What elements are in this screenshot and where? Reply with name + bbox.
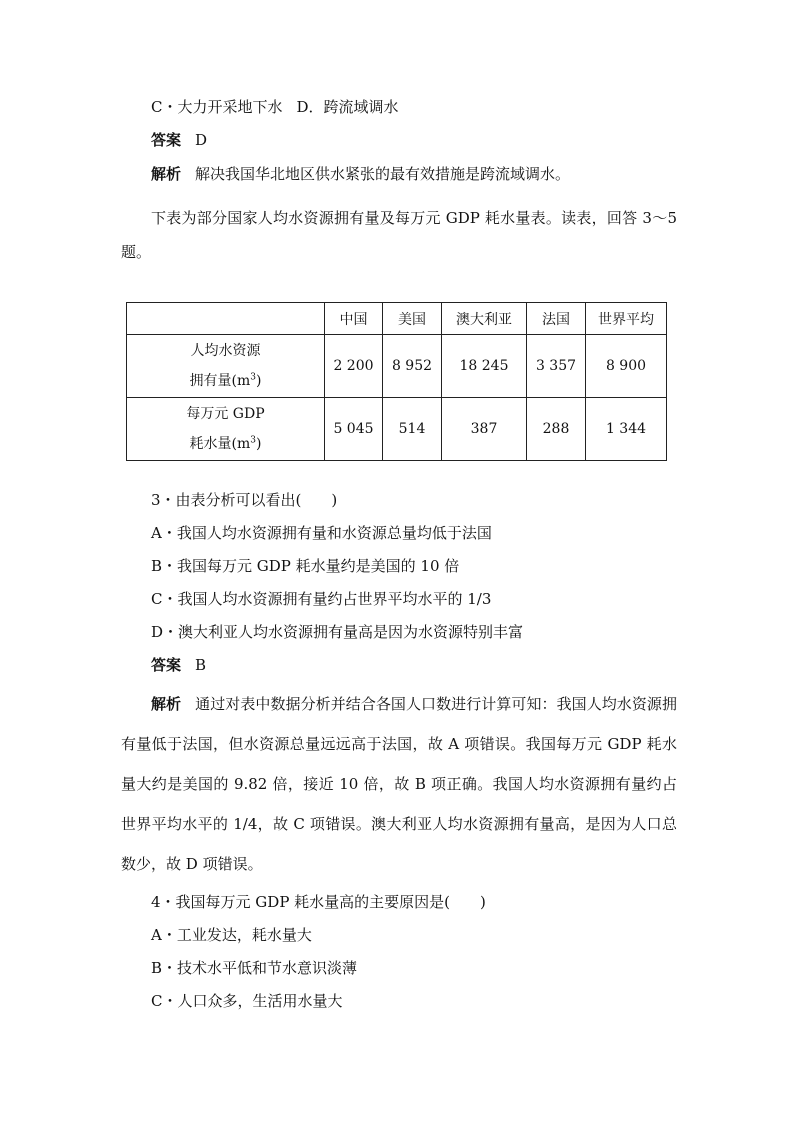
q4-option-a: A・工业发达，耗水量大 — [151, 926, 312, 944]
table-header-cell: 中国 — [325, 303, 383, 335]
table-header-cell: 美国 — [383, 303, 442, 335]
q3-option-b: B・我国每万元 GDP 耗水量约是美国的 10 倍 — [151, 557, 460, 575]
table-cell: 3 357 — [527, 335, 586, 398]
q2-analysis — [151, 164, 570, 184]
q4-option-b: B・技术水平低和节水意识淡薄 — [151, 959, 358, 977]
answer-value: B — [195, 656, 207, 674]
table-cell: 2 200 — [325, 335, 383, 398]
table-cell: 8 900 — [586, 335, 667, 398]
q3-stem: 3・由表分析可以看出( ) — [151, 491, 338, 509]
q3-answer — [151, 655, 206, 675]
row-label-line1: 每万元 GDP — [186, 406, 265, 422]
table-intro: 下表为部分国家人均水资源拥有量及每万元 GDP 耗水量表。读表，回答 3～5 题。 — [121, 209, 677, 261]
table-header-row — [127, 303, 667, 335]
row-label-close: ) — [256, 436, 262, 452]
q4-stem: 4・我国每万元 GDP 耗水量高的主要原因是( ) — [151, 893, 486, 911]
q4-option-c: C・人口众多，生活用水量大 — [151, 992, 343, 1010]
row-label-line1: 人均水资源 — [190, 343, 261, 359]
q2-options-cd — [151, 97, 399, 117]
table-cell: 5 045 — [325, 398, 383, 461]
analysis-label: 解析 — [151, 165, 182, 183]
answer-label: 答案 — [151, 131, 182, 149]
table-cell: 514 — [383, 398, 442, 461]
q2-option-d: D．跨流域调水 — [296, 98, 399, 116]
q2-option-c: C・大力开采地下水 — [151, 98, 283, 116]
table-row — [127, 335, 667, 398]
table-row-label — [127, 335, 325, 398]
table-header-cell — [127, 303, 325, 335]
analysis-text: 通过对表中数据分析并结合各国人口数进行计算可知：我国人均水资源拥有量低于法国，但水资源总量远远高于法国，故 A 项错误。我国每万元 GDP 耗水量大约是美国的 9.82 倍，接近 10 倍，故 B 项正确。我国人均水资源拥有量约占世界平均水平的 1/4，故 C 项错误。澳大利亚人均水资源拥有量高，是因为人口总数少，故 D 项错误。 — [121, 695, 677, 873]
table-row — [127, 398, 667, 461]
answer-value: D — [195, 131, 208, 149]
q3-option-d: D・澳大利亚人均水资源拥有量高是因为水资源特别丰富 — [151, 623, 524, 641]
row-label-close: ) — [256, 373, 262, 389]
table-cell: 18 245 — [442, 335, 527, 398]
row-label-line2: 拥有量(m — [189, 373, 251, 389]
table-header-cell: 法国 — [527, 303, 586, 335]
q3-option-a: A・我国人均水资源拥有量和水资源总量均低于法国 — [151, 524, 492, 542]
table-row-label — [127, 398, 325, 461]
row-label-sup: 3 — [250, 435, 256, 446]
analysis-label: 解析 — [151, 695, 182, 713]
table-cell: 387 — [442, 398, 527, 461]
row-label-line2: 耗水量(m — [189, 436, 251, 452]
analysis-text: 解决我国华北地区供水紧张的最有效措施是跨流域调水。 — [195, 165, 571, 183]
row-label-sup: 3 — [250, 372, 256, 383]
table-header-cell: 澳大利亚 — [442, 303, 527, 335]
table-cell: 288 — [527, 398, 586, 461]
q3-option-c: C・我国人均水资源拥有量约占世界平均水平的 1/3 — [151, 590, 492, 608]
q3-analysis — [121, 684, 677, 884]
table-cell: 8 952 — [383, 335, 442, 398]
table-cell: 1 344 — [586, 398, 667, 461]
table-header-cell: 世界平均 — [586, 303, 667, 335]
water-resource-table — [126, 302, 667, 461]
q2-answer — [151, 130, 207, 150]
answer-label: 答案 — [151, 656, 182, 674]
